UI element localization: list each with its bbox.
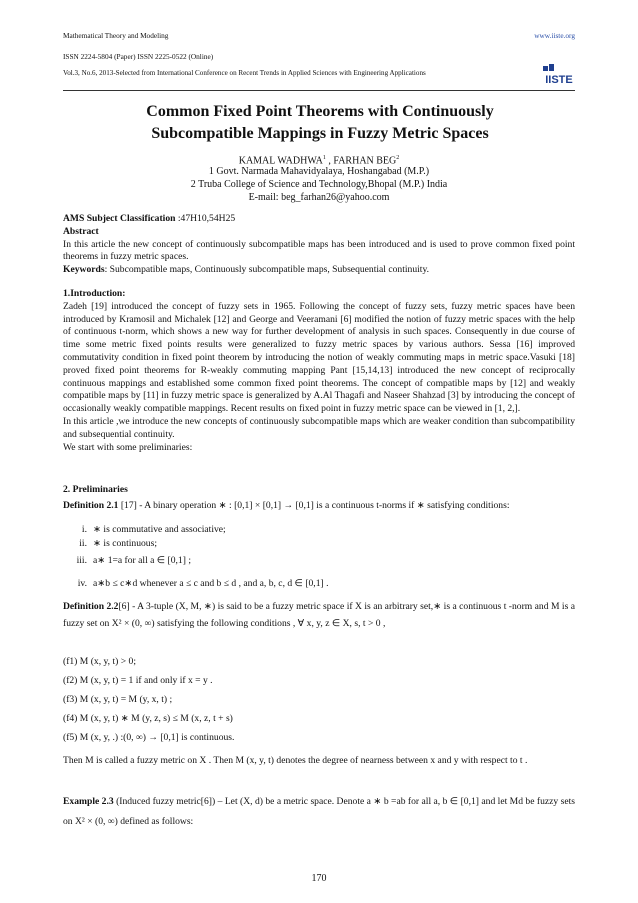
header-rule	[63, 90, 575, 91]
journal-url-link[interactable]: www.iiste.org	[534, 31, 575, 40]
fcondition: (f1) M (x, y, t) > 0;	[63, 656, 136, 667]
author-1-sup: 1	[322, 155, 326, 161]
preliminaries-heading: 2. Preliminaries	[63, 484, 128, 495]
introduction	[63, 288, 575, 454]
example-2-3	[63, 792, 575, 832]
definition-2-2	[63, 598, 575, 632]
tnorm-conditions	[63, 523, 575, 597]
fcondition: (f5) M (x, y, .) :(0, ∞) → [0,1] is continuous.	[63, 732, 235, 743]
front-matter	[63, 213, 575, 277]
then-paragraph: Then M is called a fuzzy metric on X . Then M (x, y, t) denotes the degree of nearness between x and y with respect to t .	[63, 755, 528, 766]
condition-item: iv. a∗b ≤ c∗d whenever a ≤ c and b ≤ d , and a, b, c, d ∈ [0,1] .	[77, 578, 329, 589]
ams-label: AMS Subject Classification	[63, 213, 176, 224]
author-2-sup: 2	[396, 155, 400, 161]
intro-paragraph-2: In this article ,we introduce the new concepts of continuously subcompatible maps which are weaker condition than subcompatibility and subsequential continuity.	[63, 415, 575, 440]
author-1: KAMAL WADHWA	[238, 155, 323, 167]
fcondition: (f4) M (x, y, t) ∗ M (y, z, s) ≤ M (x, z, t + s)	[63, 713, 233, 724]
journal-name: Mathematical Theory and Modeling	[63, 31, 169, 40]
email: E-mail: beg_farhan26@yahoo.com	[248, 192, 390, 203]
fcondition: (f3) M (x, y, t) = M (y, x, t) ;	[63, 694, 173, 705]
title-line-2: Subcompatible Mappings in Fuzzy Metric Spaces	[151, 125, 489, 142]
intro-heading: 1.Introduction:	[63, 288, 126, 299]
header-journal-line	[63, 30, 575, 42]
logo-text: IISTE	[545, 74, 573, 86]
preliminaries	[63, 484, 575, 513]
ex23-paragraph	[63, 792, 575, 832]
def22-paragraph	[63, 598, 575, 632]
condition-item: ii. ∗ is continuous;	[79, 538, 158, 549]
def21-label: Definition 2.1	[63, 499, 119, 511]
title-line-1: Common Fixed Point Theorems with Continuously	[146, 103, 494, 120]
abstract-heading: Abstract	[63, 225, 99, 237]
intro-paragraph-3: We start with some preliminaries:	[63, 441, 193, 453]
affiliation-2: 2 Truba College of Science and Technology,Bhopal (M.P.) India	[190, 179, 448, 190]
def22-label: Definition 2.2	[63, 601, 119, 612]
header-issn: ISSN 2224-5804 (Paper) ISSN 2225-0522 (Online)	[63, 52, 214, 61]
affiliation-1: 1 Govt. Narmada Mahavidyalaya, Hoshangabad (M.P.)	[208, 166, 430, 177]
def21-text: [17] - A binary operation ∗ : [0,1] × [0,1] → [0,1] is a continuous t-norms if ∗ satisfying conditions:	[118, 499, 510, 511]
header-volume: Vol.3, No.6, 2013-Selected from International Conference on Recent Trends in Applied Sciences with Engineering Applications	[63, 69, 426, 77]
condition-item: iii. a∗ 1=a for all a ∈ [0,1] ;	[76, 555, 191, 566]
ex23-label: Example 2.3	[63, 796, 114, 807]
keywords-label: Keywords	[63, 264, 105, 276]
abstract-text: In this article the new concept of continuously subcompatible maps has been introduced and is used to prove common fixed point theorems in fuzzy metric spaces.	[63, 238, 575, 263]
fuzzy-metric-conditions	[63, 652, 575, 747]
keywords-text: : Subcompatible maps, Continuously subcompatible maps, Subsequential continuity.	[104, 264, 430, 276]
ex23-text: (Induced fuzzy metric[6]) – Let (X, d) be a metric space. Denote a ∗ b =ab for all a, b ∈ [0,1] and let Md be fuzzy sets on X² × (0, ∞) defined as follows:	[63, 796, 575, 827]
intro-paragraph-1: Zadeh [19] introduced the concept of fuzzy sets in 1965. Following the concept of fuzzy sets, fuzzy metric spaces have been introduced by Kramosil and Michalek [12] and George and Veeramani [6] modified the notion of fuzzy metric spaces with the help of continuous t-norm, which shows a new way for further development of analysis in such spaces. Consequently in due course of time some metric fixed points results were generalized to fuzzy metric spaces by various authors. Sessa [16] improved commutativity condition in fixed point theorem by introducing the notion of weakly commuting maps in metric space.Vasuki [18] proved fixed point theorems for R-weakly commuting mapping Pant [15,14,13] introduced the new concept of reciprocally continuous mappings and established some common fixed point theorems. The concept of compatible maps by [12] and weakly compatible maps by [11] in fuzzy metric space is generalized by A.Al Thagafi and Naseer Shahzad [3] by introducing the concept of occasionally weakly compatible mappings. Recent results on fixed point in fuzzy metric space can be viewed in [1, 2,].	[63, 300, 575, 415]
definition-2-1	[63, 500, 575, 513]
fcondition: (f2) M (x, y, t) = 1 if and only if x = y .	[63, 675, 213, 686]
iiste-logo	[542, 64, 576, 86]
ams-classification	[63, 213, 575, 226]
page-number: 170	[311, 873, 327, 884]
def22-text: [6] - A 3-tuple (X, M, ∗) is said to be a fuzzy metric space if X is an arbitrary set,∗ is a continuous t -norm and M is a fuzzy set on X² × (0, ∞) satisfying the following conditions , ∀ x, y, z ∈ X, s, t > 0 ,	[63, 601, 575, 629]
keywords	[63, 264, 575, 277]
condition-item: i. ∗ is commutative and associative;	[81, 524, 226, 535]
ams-value: :47H10,54H25	[175, 213, 236, 224]
author-2: , FARHAN BEG	[325, 155, 397, 167]
